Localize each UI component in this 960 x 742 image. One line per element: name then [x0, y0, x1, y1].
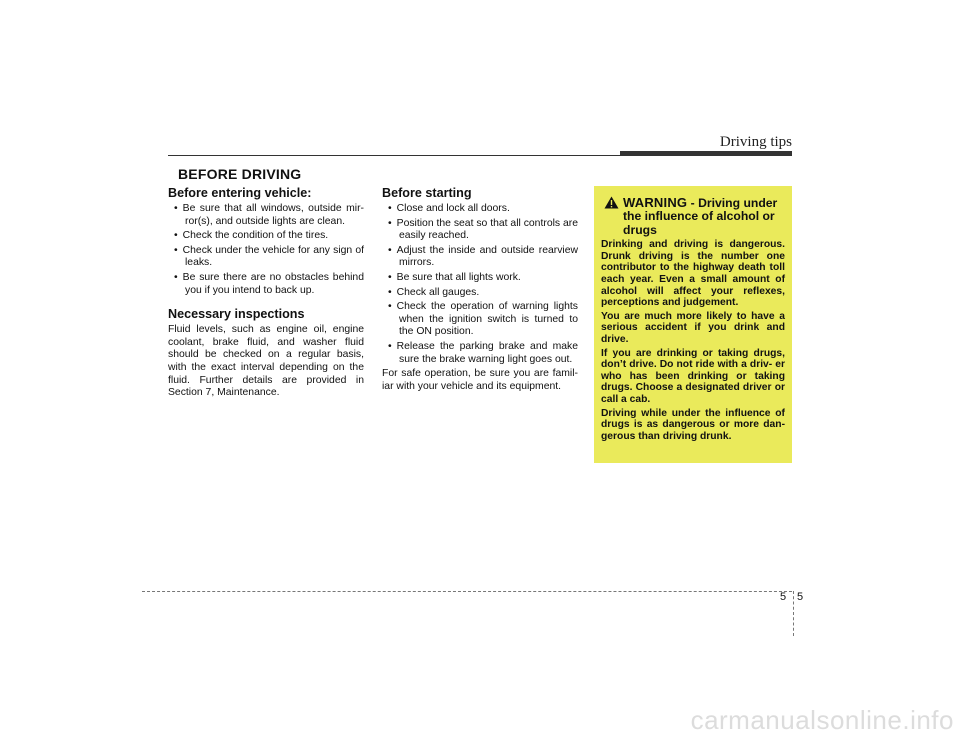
list-item: • Check all gauges. — [382, 287, 578, 300]
left-column — [168, 186, 364, 400]
before-starting-closing: For safe operation, be sure you are famil- iar with your vehicle and its equipment. — [382, 368, 578, 392]
list-item: • Adjust the inside and outside rearview mirrors. — [382, 245, 578, 270]
middle-column — [382, 186, 578, 393]
list-item: • Check the operation of warning lights when the ignition switch is turned to the ON position. — [382, 301, 578, 339]
list-item: • Be sure that all lights work. — [382, 272, 578, 285]
page-number: 5 — [797, 591, 804, 603]
before-entering-heading: Before entering vehicle: — [168, 186, 312, 200]
section-title: BEFORE DRIVING — [178, 166, 302, 182]
inspections-text: Fluid levels, such as engine oil, engine coolant, brake fluid, and washer fluid should be checked on a regular basis, with the exact interval depending on the fluid. Further details are provided in Section 7, Maintenance. — [168, 324, 364, 399]
list-item: • Position the seat so that all controls are easily reached. — [382, 218, 578, 243]
warning-paragraph: If you are drinking or taking drugs, don’t drive. Do not ride with a driv- er who has been drinking or taking drugs. Choose a designated driver or call a cab. — [601, 347, 785, 405]
page-chapter: 5 — [780, 591, 787, 603]
list-item: • Check the condition of the tires. — [168, 230, 364, 243]
watermark: carmanualsonline.info — [690, 705, 954, 735]
warning-triangle-icon — [604, 196, 619, 209]
list-item: • Be sure that all windows, outside mir- ror(s), and outside lights are clean. — [168, 203, 364, 228]
warning-title: - Driving under the influence of alcohol or drugs — [623, 196, 778, 237]
inspections-heading: Necessary inspections — [168, 307, 305, 322]
list-item: • Close and lock all doors. — [382, 203, 578, 216]
warning-paragraph: Driving while under the influence of drugs is as dangerous or more dan- gerous than driving drunk. — [601, 407, 785, 442]
warning-paragraph: Drinking and driving is dangerous. Drunk driving is the number one contributor to the highway death toll each year. Even a small amount of alcohol will affect your reflexes, perceptions and judgement. — [601, 239, 785, 309]
before-starting-list — [382, 203, 578, 366]
list-item: • Check under the vehicle for any sign of leaks. — [168, 245, 364, 270]
before-entering-list — [168, 203, 364, 297]
warning-box — [594, 186, 792, 463]
footer-rule — [142, 591, 792, 592]
warning-paragraph: You are much more likely to have a serious accident if you drink and drive. — [601, 310, 785, 345]
page-header-title: Driving tips — [719, 134, 792, 150]
footer-divider — [793, 591, 794, 636]
header-rule-bar — [620, 151, 792, 156]
before-starting-heading: Before starting — [382, 186, 472, 200]
list-item: • Be sure there are no obstacles behind you if you intend to back up. — [168, 272, 364, 297]
warning-heading — [601, 196, 785, 237]
warning-label: WARNING — [623, 195, 688, 210]
list-item: • Release the parking brake and make sure the brake warning light goes out. — [382, 341, 578, 366]
